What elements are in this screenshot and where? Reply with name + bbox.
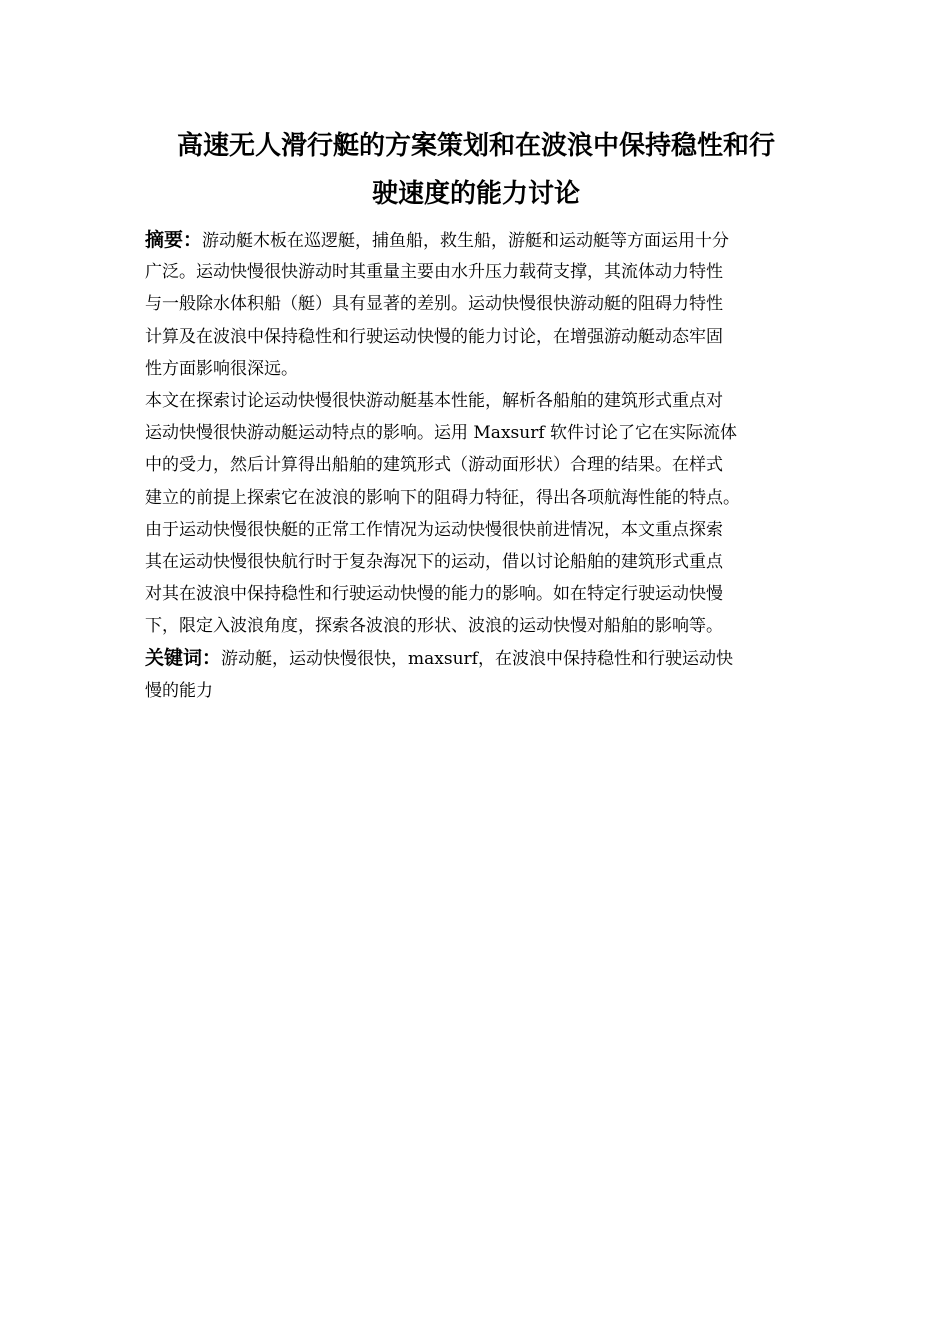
abstract-line-7: 运动快慢很快游动艇运动特点的影响。运用 Maxsurf 软件讨论了它在实际流体 bbox=[145, 423, 738, 444]
keywords-label: 关键词： bbox=[145, 647, 222, 670]
abstract-line-8: 中的受力，然后计算得出船舶的建筑形式（游动面形状）合理的结果。在样式 bbox=[145, 455, 723, 476]
title-line-1: 高速无人滑行艇的方案策划和在波浪中保持稳性和行 bbox=[176, 131, 775, 161]
document-title bbox=[140, 122, 812, 218]
abstract-line-1 bbox=[145, 224, 810, 256]
abstract-line-3: 与一般除水体积船（艇）具有显著的差别。运动快慢很快游动艇的阻碍力特性 bbox=[145, 294, 723, 315]
abstract-line-11: 其在运动快慢很快航行时于复杂海况下的运动，借以讨论船舶的建筑形式重点 bbox=[145, 551, 723, 572]
abstract-line-12: 对其在波浪中保持稳性和行驶运动快慢的能力的影响。如在特定行驶运动快慢 bbox=[145, 584, 723, 605]
abstract-line-2: 广泛。运动快慢很快游动时其重量主要由水升压力载荷支撑，其流体动力特性 bbox=[145, 262, 723, 283]
title-line-2: 驶速度的能力讨论 bbox=[371, 179, 580, 209]
abstract-line-13: 下，限定入波浪角度，探索各波浪的形状、波浪的运动快慢对船舶的影响等。 bbox=[145, 616, 723, 637]
keywords-line-1 bbox=[145, 642, 810, 674]
keywords-text-1: 游动艇，运动快慢很快，maxsurf，在波浪中保持稳性和行驶运动快 bbox=[221, 649, 733, 670]
abstract-label: 摘要： bbox=[145, 229, 203, 251]
abstract-line-10: 由于运动快慢很快艇的正常工作情况为运动快慢很快前进情况，本文重点探索 bbox=[145, 519, 723, 540]
abstract-line-9: 建立的前提上探索它在波浪的影响下的阻碍力特征，得出各项航海性能的特点。 bbox=[145, 487, 740, 508]
abstract-line-4: 计算及在波浪中保持稳性和行驶运动快慢的能力讨论，在增强游动艇动态牢固 bbox=[145, 326, 723, 347]
abstract-section bbox=[145, 224, 810, 707]
abstract-text-1: 游动艇木板在巡逻艇，捕鱼船，救生船，游艇和运动艇等方面运用十分 bbox=[202, 231, 730, 251]
keywords-line-2: 慢的能力 bbox=[145, 680, 213, 701]
abstract-line-6: 本文在探索讨论运动快慢很快游动艇基本性能，解析各船舶的建筑形式重点对 bbox=[145, 390, 723, 411]
abstract-line-5: 性方面影响很深远。 bbox=[145, 358, 298, 379]
